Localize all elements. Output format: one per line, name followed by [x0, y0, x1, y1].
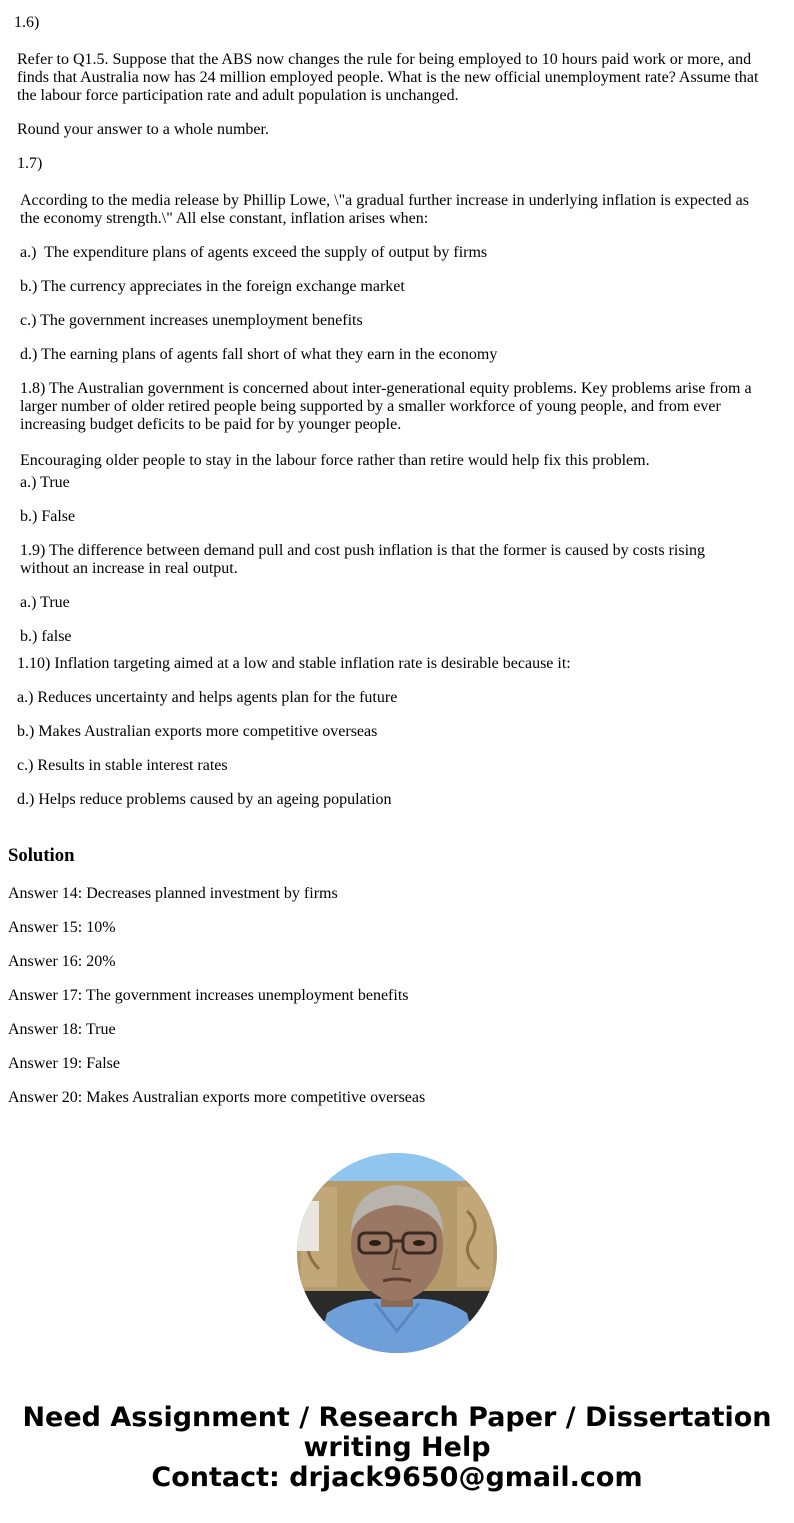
option-b: b.) false [20, 628, 72, 645]
option-c: c.) The government increases unemployment benefits [20, 312, 363, 329]
promo-banner [0, 1403, 794, 1493]
question-number: 1.7) [17, 155, 43, 172]
option-a: a.) True [20, 474, 70, 491]
person-portrait-icon [297, 1153, 497, 1353]
question-statement: Encouraging older people to stay in the labour force rather than retire would help fix this problem. [20, 452, 650, 469]
answer-item: Answer 19: False [8, 1055, 120, 1072]
question-number: 1.6) [14, 14, 40, 31]
question-text: Refer to Q1.5. Suppose that the ABS now changes the rule for being employed to 10 hours paid work or more, and finds that Australia now has 24 million employed people. What is the new official unemployment rate? Assume that the labour force participation rate and adult population is unchanged. [17, 51, 759, 104]
option-d: d.) Helps reduce problems caused by an ageing population [17, 791, 392, 808]
answer-item: Answer 20: Makes Australian exports more competitive overseas [8, 1089, 426, 1106]
question-text: 1.8) The Australian government is concerned about inter-generational equity problems. Key problems arise from a larger number of older retired people being supported by a smaller workforce of young people, and from ever increasing budget deficits to be paid for by younger people. [20, 380, 752, 433]
question-instruction: Round your answer to a whole number. [17, 121, 269, 138]
option-b: b.) The currency appreciates in the foreign exchange market [20, 278, 405, 295]
answer-item: Answer 15: 10% [8, 919, 116, 936]
option-d: d.) The earning plans of agents fall short of what they earn in the economy [20, 346, 498, 363]
question-text: 1.10) Inflation targeting aimed at a low and stable inflation rate is desirable because it: [17, 655, 571, 672]
avatar [297, 1153, 497, 1353]
answer-item: Answer 18: True [8, 1021, 116, 1038]
solution-heading: Solution [8, 845, 75, 866]
option-c: c.) Results in stable interest rates [17, 757, 228, 774]
promo-line-2: writing Help [303, 1432, 491, 1463]
answer-item: Answer 17: The government increases unemployment benefits [8, 987, 409, 1004]
option-a: a.) The expenditure plans of agents exceed the supply of output by firms [20, 244, 488, 261]
promo-line-1: Need Assignment / Research Paper / Dissertation [22, 1402, 772, 1433]
promo-contact-email: Contact: drjack9650@gmail.com [151, 1462, 643, 1493]
option-a: a.) True [20, 594, 70, 611]
option-b: b.) Makes Australian exports more competitive overseas [17, 723, 378, 740]
question-text: According to the media release by Phillip Lowe, \"a gradual further increase in underlying inflation is expected as the economy strength.\" All else constant, inflation arises when: [20, 192, 749, 227]
option-b: b.) False [20, 508, 76, 525]
option-a: a.) Reduces uncertainty and helps agents plan for the future [17, 689, 398, 706]
answer-item: Answer 14: Decreases planned investment by firms [8, 885, 338, 902]
question-text: 1.9) The difference between demand pull and cost push inflation is that the former is caused by costs rising without an increase in real output. [20, 542, 706, 577]
answer-item: Answer 16: 20% [8, 953, 116, 970]
